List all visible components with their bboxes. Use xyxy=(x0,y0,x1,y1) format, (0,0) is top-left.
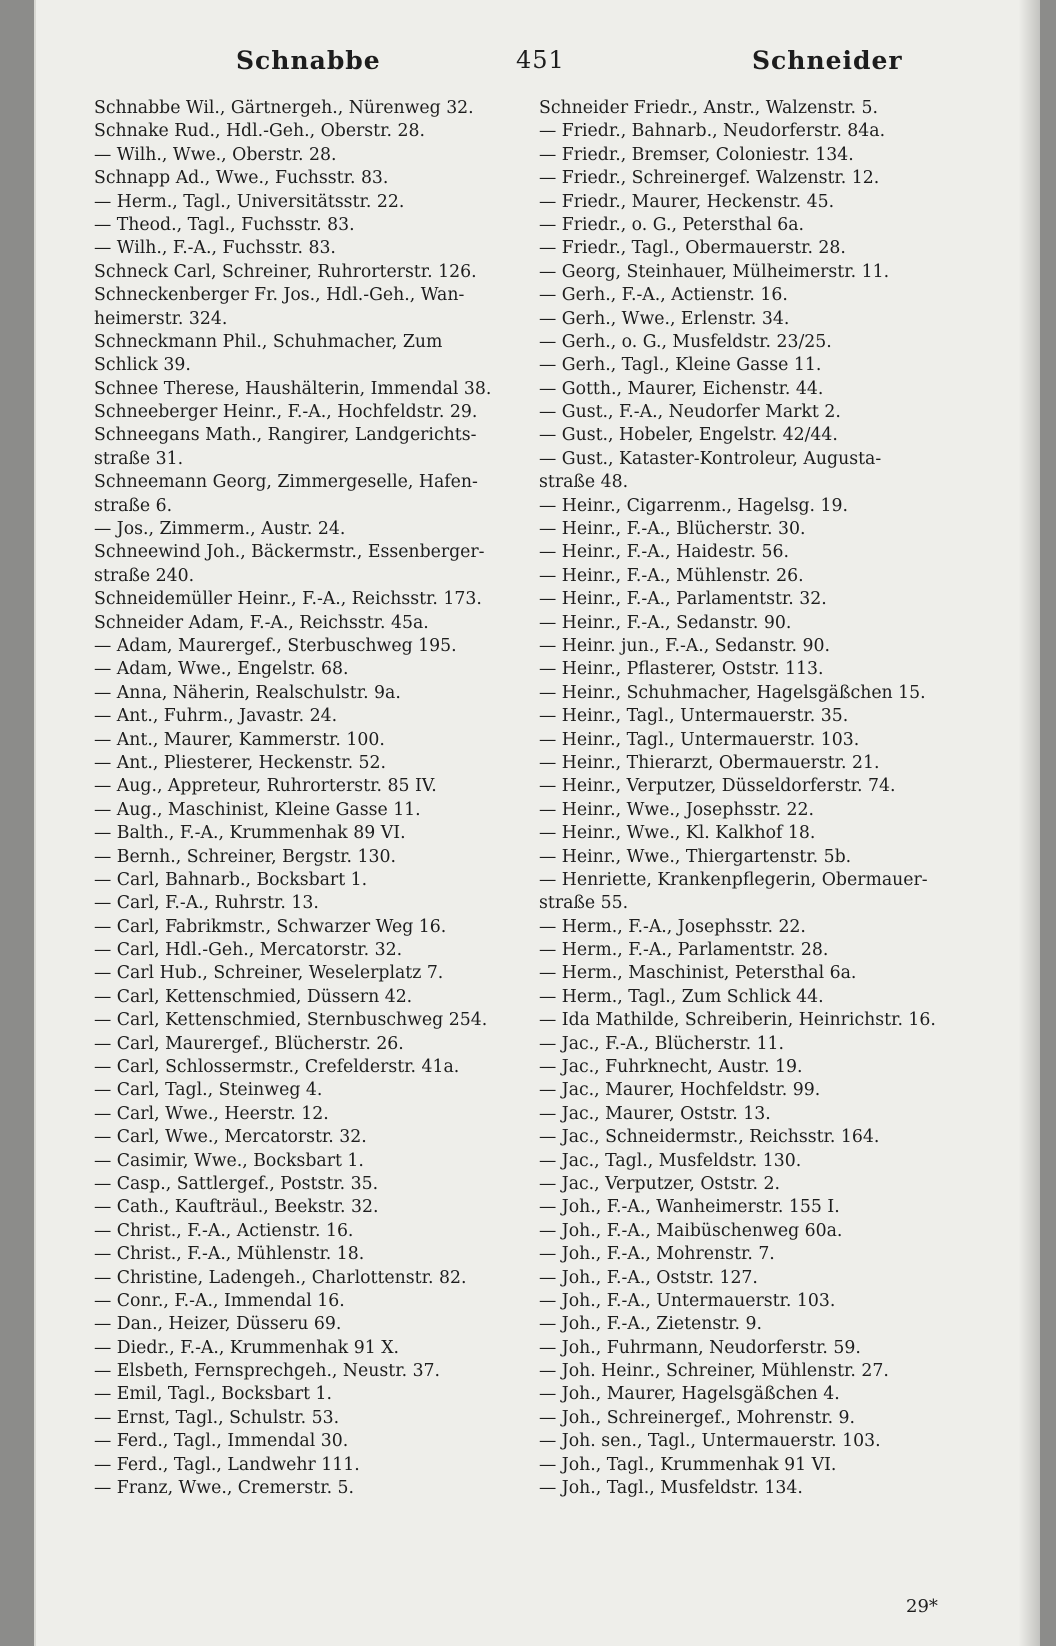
directory-entry: — Joh. sen., Tagl., Untermauerstr. 103. xyxy=(539,1431,881,1452)
directory-entry: Schneckenberger Fr. Jos., Hdl.-Geh., Wan- xyxy=(94,285,465,306)
left-column xyxy=(94,97,544,1500)
directory-entry: straße 240. xyxy=(94,565,195,586)
directory-entry: — Heinr., Tagl., Untermauerstr. 35. xyxy=(539,706,849,727)
directory-entry: — Casp., Sattlergef., Poststr. 35. xyxy=(94,1173,379,1194)
directory-entry: — Adam, Wwe., Engelstr. 68. xyxy=(94,659,349,680)
directory-entry: — Joh., F.-A., Oststr. 127. xyxy=(539,1267,758,1288)
directory-entry: Schneider Adam, F.-A., Reichsstr. 45a. xyxy=(94,612,429,633)
directory-entry: — Aug., Maschinist, Kleine Gasse 11. xyxy=(94,799,421,820)
directory-entry: — Balth., F.-A., Krummenhak 89 VI. xyxy=(94,823,406,844)
directory-entry: Schneck Carl, Schreiner, Ruhrorterstr. 126. xyxy=(94,261,477,282)
directory-entry: — Gerh., F.-A., Actienstr. 16. xyxy=(539,285,788,306)
directory-entry: Schneidemüller Heinr., F.-A., Reichsstr. 173. xyxy=(94,589,482,610)
directory-entry: — Jos., Zimmerm., Austr. 24. xyxy=(94,519,346,540)
directory-entry: — Casimir, Wwe., Bocksbart 1. xyxy=(94,1150,364,1171)
directory-entry: — Carl, Tagl., Steinweg 4. xyxy=(94,1080,323,1101)
directory-entry: straße 48. xyxy=(539,472,629,493)
directory-entry: Schneemann Georg, Zimmergeselle, Hafen- xyxy=(94,472,478,493)
directory-entry: Schneegans Math., Rangirer, Landgerichts- xyxy=(94,425,477,446)
directory-entry: heimerstr. 324. xyxy=(94,308,228,329)
directory-entry: — Cath., Kaufträul., Beekstr. 32. xyxy=(94,1197,379,1218)
directory-entry: — Jac., Maurer, Hochfeldstr. 99. xyxy=(539,1080,821,1101)
directory-entry: — Heinr., F.-A., Sedanstr. 90. xyxy=(539,612,792,633)
directory-entry: — Aug., Appreteur, Ruhrorterstr. 85 IV. xyxy=(94,776,437,797)
directory-entry: — Gerh., Tagl., Kleine Gasse 11. xyxy=(539,355,822,376)
signature-mark: 29* xyxy=(906,1596,938,1617)
directory-entry: — Heinr., F.-A., Parlamentstr. 32. xyxy=(539,589,827,610)
directory-entry: Schnapp Ad., Wwe., Fuchsstr. 83. xyxy=(94,168,389,189)
directory-entry: — Heinr., Wwe., Josephsstr. 22. xyxy=(539,799,814,820)
directory-entry: — Heinr., Cigarrenm., Hagelsg. 19. xyxy=(539,495,849,516)
directory-entry: — Carl, Schlossermstr., Crefelderstr. 41a. xyxy=(94,1057,460,1078)
directory-entry: — Joh., F.-A., Zietenstr. 9. xyxy=(539,1314,763,1335)
directory-entry: — Herm., Maschinist, Petersthal 6a. xyxy=(539,963,857,984)
directory-entry: — Carl, Wwe., Mercatorstr. 32. xyxy=(94,1127,367,1148)
directory-entry: — Carl, Maurergef., Blücherstr. 26. xyxy=(94,1033,404,1054)
directory-entry: Schlick 39. xyxy=(94,355,191,376)
directory-entry: — Heinr., Wwe., Kl. Kalkhof 18. xyxy=(539,823,816,844)
page-edge-shadow xyxy=(1018,0,1040,1646)
directory-entry: — Ernst, Tagl., Schulstr. 53. xyxy=(94,1407,340,1428)
directory-entry: — Friedr., o. G., Petersthal 6a. xyxy=(539,214,805,235)
directory-entry: — Heinr., F.-A., Mühlenstr. 26. xyxy=(539,565,804,586)
directory-entry: — Ant., Fuhrm., Javastr. 24. xyxy=(94,706,338,727)
directory-entry: — Ferd., Tagl., Landwehr 111. xyxy=(94,1454,360,1475)
directory-entry: — Gust., Kataster-Kontroleur, Augusta- xyxy=(539,448,882,469)
directory-entry: — Carl, Bahnarb., Bocksbart 1. xyxy=(94,869,368,890)
directory-entry: — Jac., Tagl., Musfeldstr. 130. xyxy=(539,1150,802,1171)
directory-entry: — Gotth., Maurer, Eichenstr. 44. xyxy=(539,378,824,399)
directory-entry: — Joh., F.-A., Untermauerstr. 103. xyxy=(539,1290,836,1311)
directory-entry: straße 31. xyxy=(94,448,184,469)
directory-entry: — Heinr. jun., F.-A., Sedanstr. 90. xyxy=(539,635,830,656)
directory-entry: — Gerh., Wwe., Erlenstr. 34. xyxy=(539,308,790,329)
page-header xyxy=(36,38,1040,78)
directory-entry: — Gust., F.-A., Neudorfer Markt 2. xyxy=(539,402,841,423)
directory-entry: — Gerh., o. G., Musfeldstr. 23/25. xyxy=(539,331,832,352)
directory-entry: — Adam, Maurergef., Sterbuschweg 195. xyxy=(94,635,457,656)
directory-entry: — Jac., Verputzer, Oststr. 2. xyxy=(539,1173,780,1194)
right-column xyxy=(539,97,1009,1500)
directory-entry: — Heinr., F.-A., Haidestr. 56. xyxy=(539,542,789,563)
directory-entry: straße 6. xyxy=(94,495,173,516)
directory-entry: — Joh., Tagl., Musfeldstr. 134. xyxy=(539,1478,803,1499)
directory-entry: — Dan., Heizer, Düsseru 69. xyxy=(94,1314,342,1335)
directory-entry: — Ant., Pliesterer, Heckenstr. 52. xyxy=(94,752,387,773)
directory-entry: Schnee Therese, Haushälterin, Immendal 38. xyxy=(94,378,492,399)
directory-entry: Schnabbe Wil., Gärtnergeh., Nürenweg 32. xyxy=(94,98,474,118)
directory-entry: — Joh., Fuhrmann, Neudorferstr. 59. xyxy=(539,1337,861,1358)
directory-entry: — Carl, Fabrikmstr., Schwarzer Weg 16. xyxy=(94,916,447,937)
directory-entry: — Wilh., Wwe., Oberstr. 28. xyxy=(94,144,337,165)
directory-entry: — Jac., Schneidermstr., Reichsstr. 164. xyxy=(539,1127,880,1148)
directory-entry: — Jac., Maurer, Oststr. 13. xyxy=(539,1103,771,1124)
directory-entry: — Joh., F.-A., Mohrenstr. 7. xyxy=(539,1244,775,1265)
directory-entry: — Wilh., F.-A., Fuchsstr. 83. xyxy=(94,238,336,259)
directory-entry: — Herm., Tagl., Universitätsstr. 22. xyxy=(94,191,405,212)
directory-entry: — Carl, Kettenschmied, Sternbuschweg 254. xyxy=(94,1010,488,1031)
header-left-keyword: Schnabbe xyxy=(236,46,381,75)
directory-entry: — Conr., F.-A., Immendal 16. xyxy=(94,1290,345,1311)
directory-entry: — Gust., Hobeler, Engelstr. 42/44. xyxy=(539,425,838,446)
directory-entry: — Jac., F.-A., Blücherstr. 11. xyxy=(539,1033,785,1054)
directory-entry: — Heinr., Wwe., Thiergartenstr. 5b. xyxy=(539,846,852,867)
directory-page xyxy=(36,0,1040,1646)
directory-entry: — Ferd., Tagl., Immendal 30. xyxy=(94,1431,349,1452)
header-right-keyword: Schneider xyxy=(752,46,903,75)
directory-entry: — Ant., Maurer, Kammerstr. 100. xyxy=(94,729,385,750)
directory-entry: — Friedr., Bahnarb., Neudorferstr. 84a. xyxy=(539,121,886,142)
directory-entry: — Emil, Tagl., Bocksbart 1. xyxy=(94,1384,333,1405)
directory-entry: — Joh., Schreinergef., Mohrenstr. 9. xyxy=(539,1407,856,1428)
directory-entry: Schneider Friedr., Anstr., Walzenstr. 5. xyxy=(539,98,878,118)
directory-entry: — Christ., F.-A., Actienstr. 16. xyxy=(94,1220,354,1241)
directory-entry: — Heinr., Pflasterer, Oststr. 113. xyxy=(539,659,824,680)
directory-entry: Schneewind Joh., Bäckermstr., Essenberger- xyxy=(94,542,485,563)
directory-entry: — Joh., Maurer, Hagelsgäßchen 4. xyxy=(539,1384,840,1405)
directory-entry: — Theod., Tagl., Fuchsstr. 83. xyxy=(94,214,355,235)
directory-entry: — Heinr., Schuhmacher, Hagelsgäßchen 15. xyxy=(539,682,926,703)
directory-entry: — Anna, Näherin, Realschulstr. 9a. xyxy=(94,682,401,703)
directory-entry: — Friedr., Schreinergef. Walzenstr. 12. xyxy=(539,168,880,189)
directory-entry: — Joh., F.-A., Maibüschenweg 60a. xyxy=(539,1220,843,1241)
directory-entry: — Elsbeth, Fernsprechgeh., Neustr. 37. xyxy=(94,1361,441,1382)
directory-entry: — Heinr., F.-A., Blücherstr. 30. xyxy=(539,519,806,540)
directory-entry: — Friedr., Maurer, Heckenstr. 45. xyxy=(539,191,835,212)
directory-entry: — Heinr., Tagl., Untermauerstr. 103. xyxy=(539,729,860,750)
directory-entry: — Joh., Tagl., Krummenhak 91 VI. xyxy=(539,1454,837,1475)
directory-entry: — Carl, Kettenschmied, Düssern 42. xyxy=(94,986,413,1007)
directory-entry: — Bernh., Schreiner, Bergstr. 130. xyxy=(94,846,396,867)
directory-entry: — Carl, Wwe., Heerstr. 12. xyxy=(94,1103,329,1124)
directory-entry: — Herm., Tagl., Zum Schlick 44. xyxy=(539,986,824,1007)
directory-entry: — Franz, Wwe., Cremerstr. 5. xyxy=(94,1478,355,1499)
page-number: 451 xyxy=(516,46,565,74)
directory-entry: — Diedr., F.-A., Krummenhak 91 X. xyxy=(94,1337,399,1358)
directory-entry: — Carl Hub., Schreiner, Weselerplatz 7. xyxy=(94,963,444,984)
directory-entry: straße 55. xyxy=(539,893,629,914)
directory-entry: — Ida Mathilde, Schreiberin, Heinrichstr. 16. xyxy=(539,1010,936,1031)
directory-entry: — Christ., F.-A., Mühlenstr. 18. xyxy=(94,1244,365,1265)
directory-entry: — Friedr., Bremser, Coloniestr. 134. xyxy=(539,144,854,165)
directory-entry: — Friedr., Tagl., Obermauerstr. 28. xyxy=(539,238,846,259)
directory-entry: — Carl, Hdl.-Geh., Mercatorstr. 32. xyxy=(94,940,403,961)
directory-entry: — Henriette, Krankenpflegerin, Obermauer- xyxy=(539,869,928,890)
directory-entry: — Christine, Ladengeh., Charlottenstr. 82. xyxy=(94,1267,467,1288)
directory-entry: — Carl, F.-A., Ruhrstr. 13. xyxy=(94,893,319,914)
directory-entry: — Georg, Steinhauer, Mülheimerstr. 11. xyxy=(539,261,890,282)
directory-entry: — Herm., F.-A., Parlamentstr. 28. xyxy=(539,940,829,961)
directory-entry: — Heinr., Verputzer, Düsseldorferstr. 74. xyxy=(539,776,896,797)
directory-entry: Schneckmann Phil., Schuhmacher, Zum xyxy=(94,331,443,352)
directory-entry: — Jac., Fuhrknecht, Austr. 19. xyxy=(539,1057,803,1078)
directory-entry: — Herm., F.-A., Josephsstr. 22. xyxy=(539,916,806,937)
directory-entry: — Heinr., Thierarzt, Obermauerstr. 21. xyxy=(539,752,880,773)
directory-entry: — Joh., F.-A., Wanheimerstr. 155 I. xyxy=(539,1197,840,1218)
directory-entry: Schnake Rud., Hdl.-Geh., Oberstr. 28. xyxy=(94,121,425,142)
directory-entry: Schneeberger Heinr., F.-A., Hochfeldstr. 29. xyxy=(94,402,478,423)
directory-entry: — Joh. Heinr., Schreiner, Mühlenstr. 27. xyxy=(539,1361,889,1382)
